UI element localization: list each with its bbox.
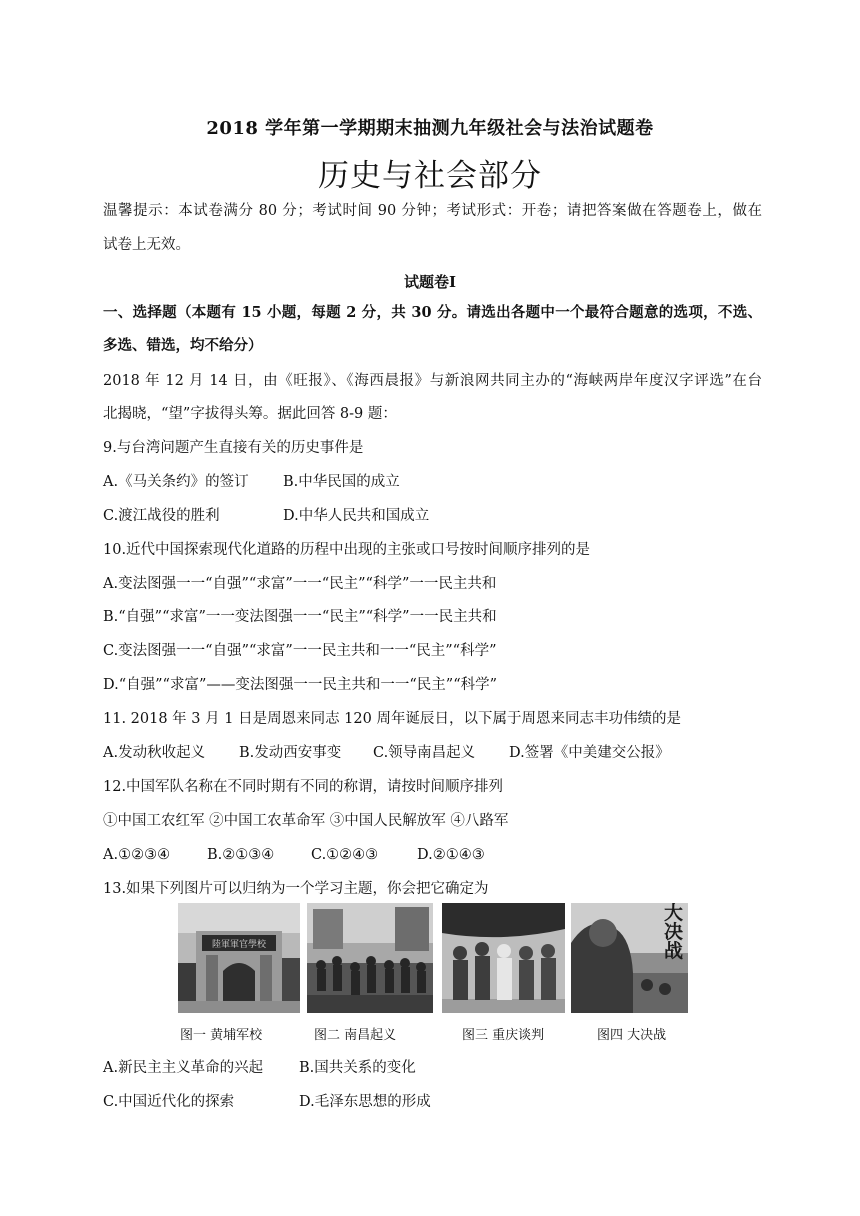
caption-figure-4: 图四 大决战 <box>597 1028 667 1043</box>
exam-subtitle: 历史与社会部分 <box>318 158 542 194</box>
photo-nanchang-uprising <box>307 903 433 1013</box>
q13-option-d[interactable]: D.毛泽东思想的形成 <box>299 1094 431 1110</box>
part-heading-line-1: 一、选择题（本题有 15 小题，每题 2 分，共 30 分。请选出各题中一个最符合题意的选项，不选、 <box>103 304 762 321</box>
question-11-options <box>103 743 762 763</box>
q11-option-c[interactable]: C.领导南昌起义 <box>373 745 476 761</box>
caption-figure-2: 图二 南昌起义 <box>314 1028 397 1043</box>
question-12-options <box>103 845 762 865</box>
question-11-stem: 11. 2018 年 3 月 1 日是周恩来同志 120 周年诞辰日，以下属于周恩来同志丰功伟绩的是 <box>103 711 681 727</box>
question-12-list: ①中国工农红军 ②中国工农革命军 ③中国人民解放军 ④八路军 <box>103 813 509 829</box>
question-10-stem: 10.近代中国探索现代化道路的历程中出现的主张或口号按时间顺序排列的是 <box>103 542 591 558</box>
exam-title: 2018 学年第一学期期末抽测九年级社会与法治试题卷 <box>206 118 654 139</box>
q9-option-a[interactable]: A.《马关条约》的签订 <box>103 474 249 490</box>
q9-option-b[interactable]: B.中华民国的成立 <box>283 474 400 490</box>
caption-figure-1: 图一 黄埔军校 <box>180 1028 263 1043</box>
material-line-2: 北揭晓，“望”字拔得头筹。据此回答 8-9 题： <box>103 406 397 422</box>
photo-great-decisive-battle-poster <box>571 903 688 1013</box>
question-9-options-row-2 <box>103 506 762 526</box>
huangpu-sign-text: 陸軍軍官學校 <box>211 940 267 950</box>
q11-option-a[interactable]: A.发动秋收起义 <box>103 745 206 761</box>
q9-option-c[interactable]: C.渡江战役的胜利 <box>103 508 220 524</box>
notice-line-2: 试卷上无效。 <box>103 237 190 253</box>
q13-option-a[interactable]: A.新民主主义革命的兴起 <box>103 1060 264 1076</box>
photo-huangpu-military-academy <box>178 903 300 1013</box>
q12-option-a[interactable]: A.①②③④ <box>103 847 171 863</box>
question-9-options-row-1 <box>103 472 762 492</box>
q11-option-d[interactable]: D.签署《中美建交公报》 <box>509 745 670 761</box>
question-13-options-row-1 <box>103 1058 762 1078</box>
q12-option-d[interactable]: D.②①④③ <box>417 847 485 863</box>
q13-option-b[interactable]: B.国共关系的变化 <box>299 1060 416 1076</box>
question-13-stem: 13.如果下列图片可以归纳为一个学习主题，你会把它确定为 <box>103 881 489 897</box>
part-heading-line-2: 多选、错选，均不给分） <box>103 337 263 354</box>
poster-title-text: 大决战 <box>661 903 683 960</box>
q10-option-d[interactable]: D.“自强”“求富”——变法图强一一民主共和一一“民主”“科学” <box>103 677 498 693</box>
q10-option-c[interactable]: C.变法图强一一“自强”“求富”一一民主共和一一“民主”“科学” <box>103 643 497 659</box>
photo-captions <box>180 1024 690 1042</box>
q12-option-b[interactable]: B.②①③④ <box>207 847 275 863</box>
q9-option-d[interactable]: D.中华人民共和国成立 <box>283 508 430 524</box>
q11-option-b[interactable]: B.发动西安事变 <box>239 745 342 761</box>
q10-option-b[interactable]: B.“自强”“求富”一一变法图强一一“民主”“科学”一一民主共和 <box>103 609 497 625</box>
question-12-stem: 12.中国军队名称在不同时期有不同的称谓，请按时间顺序排列 <box>103 779 504 795</box>
section-title: 试题卷Ⅰ <box>403 273 457 291</box>
q12-option-c[interactable]: C.①②④③ <box>311 847 379 863</box>
question-13-options-row-2 <box>103 1092 762 1112</box>
photo-chongqing-negotiations <box>442 903 565 1013</box>
q13-option-c[interactable]: C.中国近代化的探索 <box>103 1094 235 1110</box>
question-13-photo-strip <box>178 903 688 1013</box>
caption-figure-3: 图三 重庆谈判 <box>462 1028 545 1043</box>
material-line-1: 2018 年 12 月 14 日，由《旺报》、《海西晨报》与新浪网共同主办的“海峡两岸年度汉字评选”在台 <box>103 373 762 389</box>
q10-option-a[interactable]: A.变法图强一一“自强”“求富”一一“民主”“科学”一一民主共和 <box>103 576 497 592</box>
notice-line-1: 温馨提示：本试卷满分 80 分；考试时间 90 分钟；考试形式：开卷；请把答案做在答题卷上，做在 <box>103 203 762 219</box>
question-9-stem: 9.与台湾问题产生直接有关的历史事件是 <box>103 440 364 456</box>
